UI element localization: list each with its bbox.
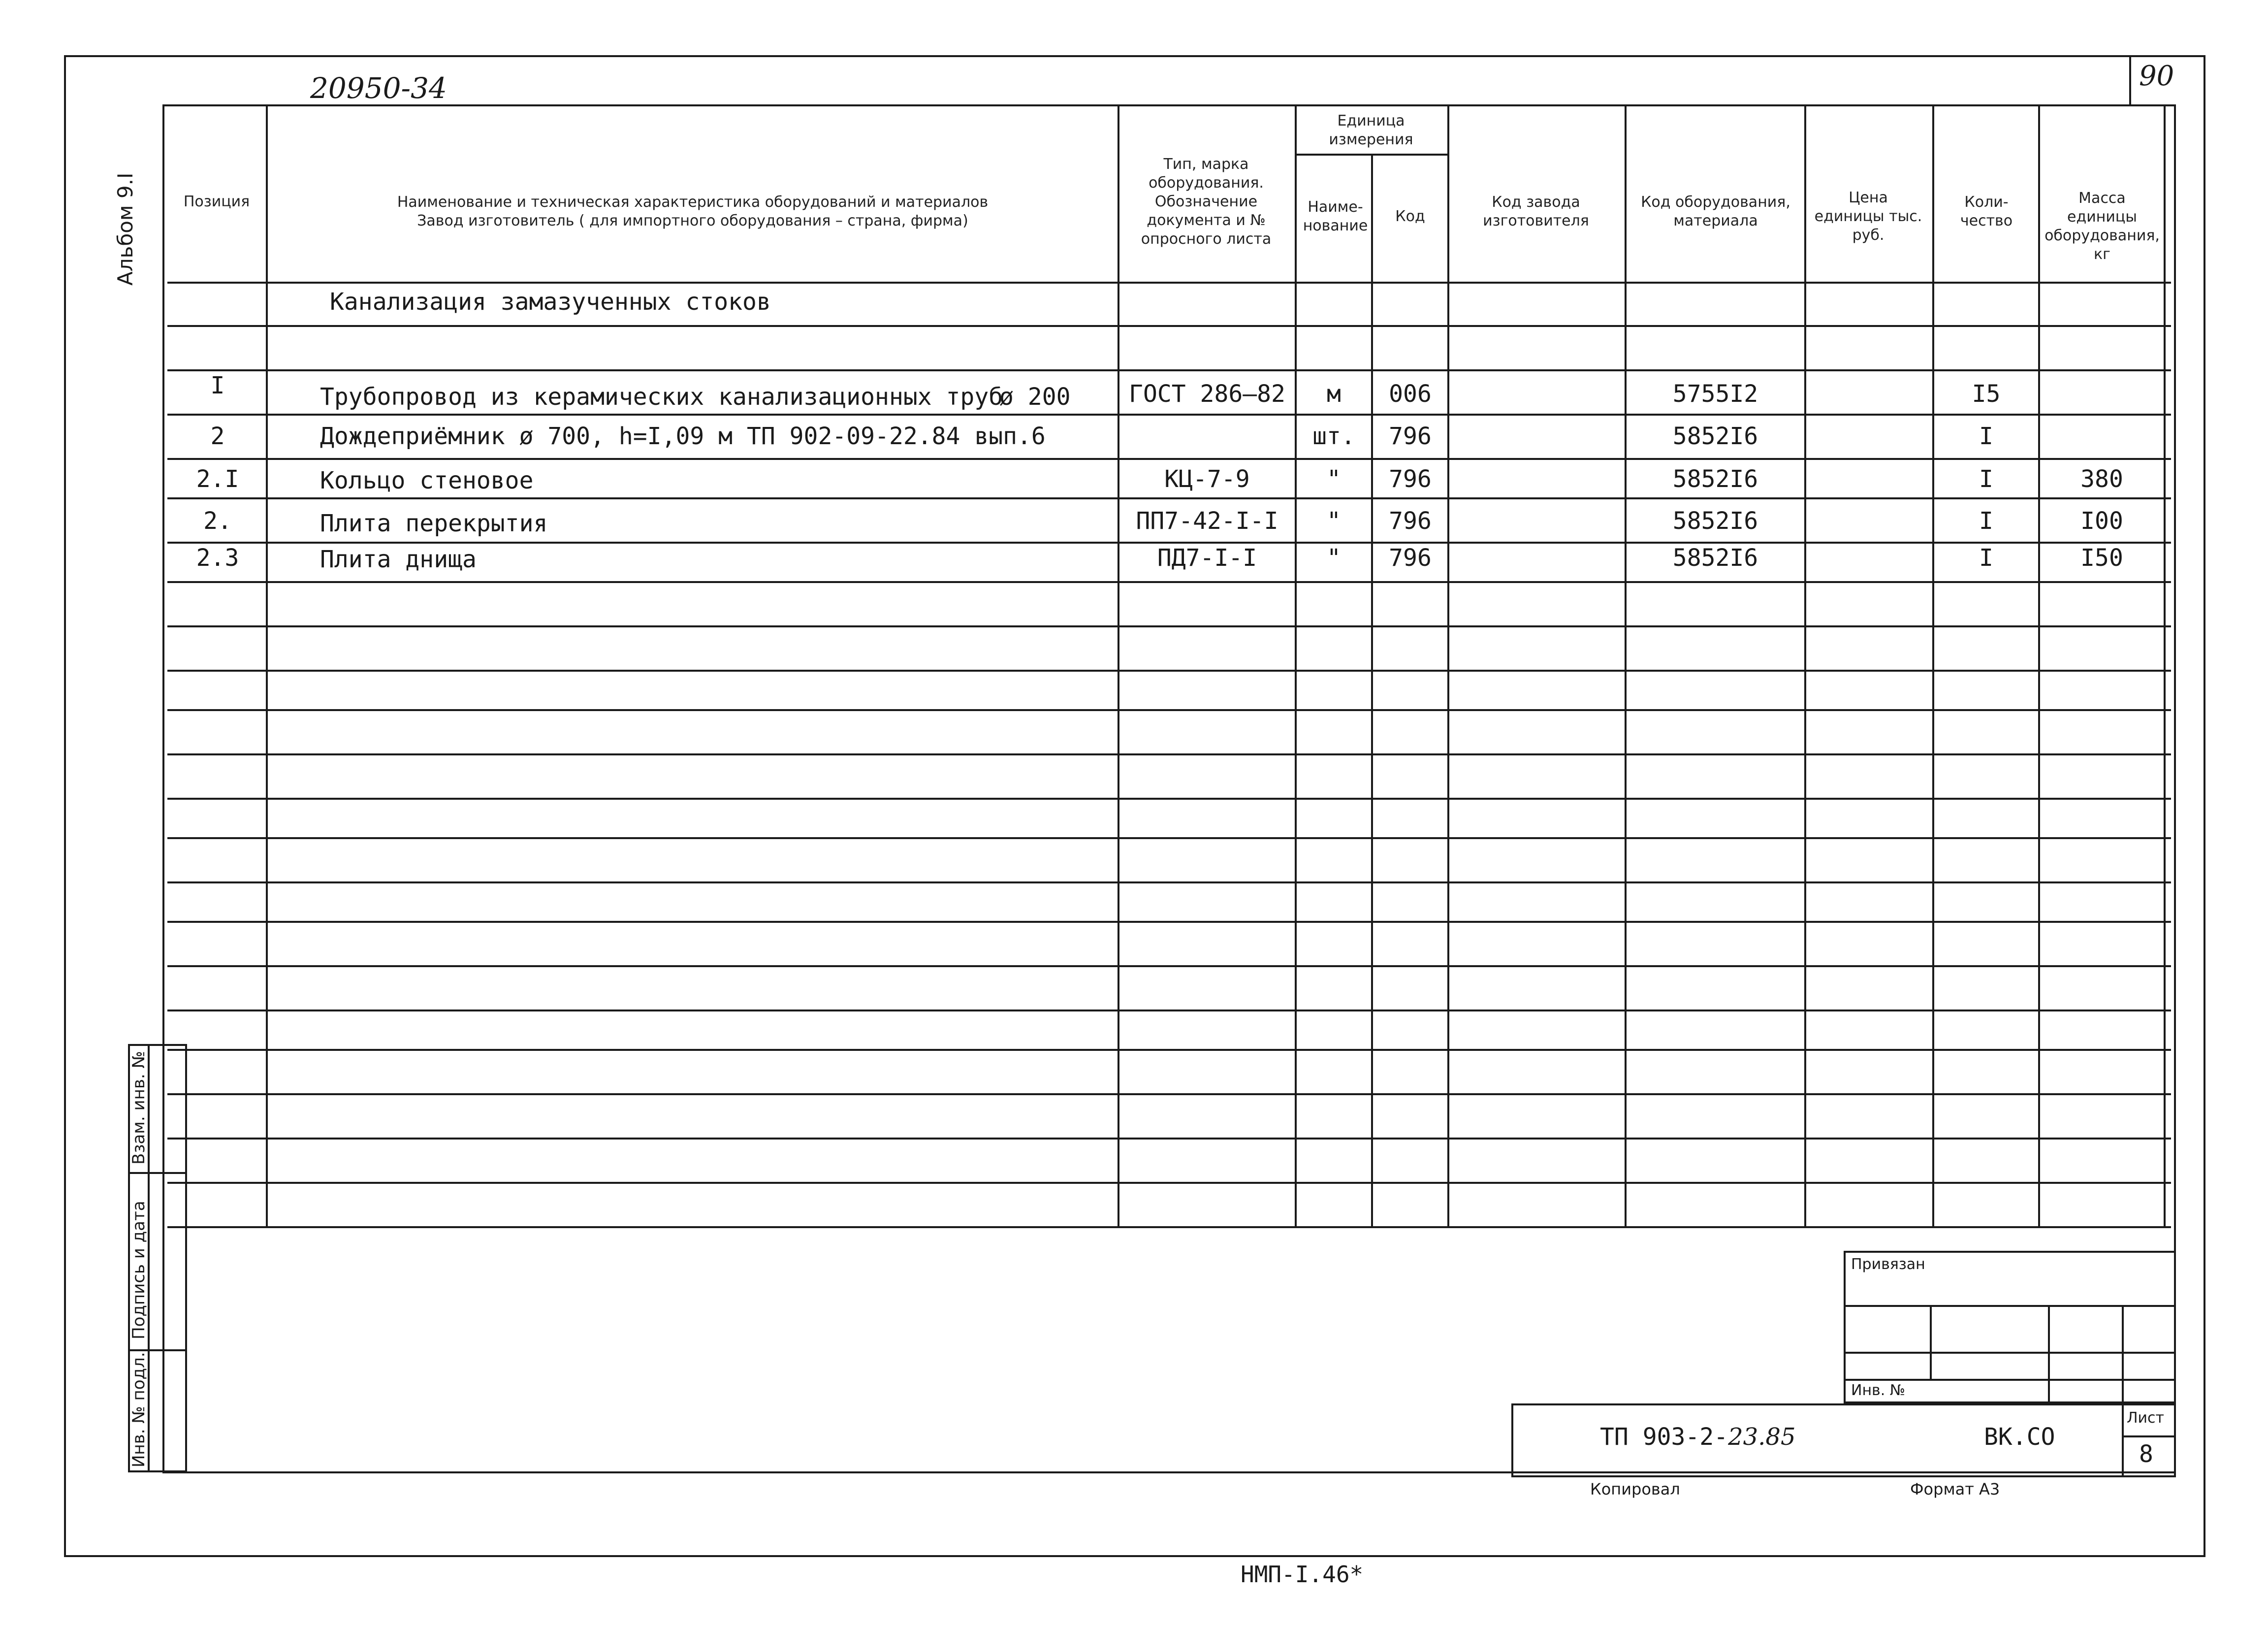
side-strip-line	[128, 1172, 187, 1174]
header-unit: Единица измерения	[1329, 112, 1413, 148]
header-mass: Масса единицы оборудования, кг	[2044, 190, 2160, 263]
row-3-type: КЦ-7-9	[1164, 465, 1250, 493]
row-line	[167, 542, 2171, 544]
row-line	[167, 709, 2171, 711]
row-5-qty: I	[1979, 544, 1993, 572]
stamp-sheet-number: 8	[2139, 1440, 2153, 1468]
stamp-sheet-label: Лист	[2127, 1409, 2165, 1427]
row-line	[167, 458, 2171, 460]
row-2-code: 796	[1389, 423, 1432, 450]
row-line	[167, 837, 2171, 839]
row-line	[167, 625, 2171, 627]
row-line	[167, 581, 2171, 583]
row-4-unit: "	[1327, 507, 1341, 535]
row-4-pos: 2.	[203, 507, 232, 535]
row-line	[167, 1182, 2171, 1184]
row-line	[167, 753, 2171, 755]
header-plant-code: Код завода изготовителя	[1483, 194, 1589, 229]
header-price: Цена единицы тыс. руб.	[1814, 189, 1922, 244]
row-2-equip: 5852I6	[1672, 423, 1758, 450]
stamp-line	[2048, 1305, 2050, 1403]
col-sep	[1932, 104, 1934, 1227]
row-5-pos: 2.3	[196, 544, 239, 572]
row-line	[167, 1093, 2171, 1095]
album-label: Альбом 9.I	[113, 172, 137, 286]
row-2-unit: шт.	[1312, 423, 1355, 450]
col-sep	[2164, 104, 2166, 1227]
row-3-pos: 2.I	[196, 465, 239, 493]
copied-label: Копировал	[1590, 1480, 1680, 1498]
header-equip-code: Код оборудования, материала	[1641, 194, 1790, 229]
row-3-unit: "	[1327, 465, 1341, 493]
row-4-qty: I	[1979, 507, 1993, 535]
header-name	[268, 182, 1118, 241]
row-line	[167, 325, 2171, 327]
footer-code: НМП-I.46*	[1241, 1561, 1364, 1588]
row-5-equip: 5852I6	[1672, 544, 1758, 572]
side-label-sign: Подпись и дата	[129, 1201, 149, 1339]
row-3-code: 796	[1389, 465, 1432, 493]
col-sep	[1118, 104, 1119, 1227]
row-1-diameter: ø 200	[999, 383, 1071, 411]
row-1-equip: 5755I2	[1672, 380, 1758, 408]
row-1-type: ГОСТ 286–82	[1129, 380, 1285, 408]
header-type: Тип, марка оборудования. Обозначение документа и № опросного листа	[1141, 156, 1272, 248]
row-2-pos: 2	[210, 423, 225, 450]
row-3-name: Кольцо стеновое	[320, 467, 534, 494]
row-line	[167, 670, 2171, 672]
stamp-tied-label: Привязан	[1851, 1256, 1925, 1273]
col-sep	[266, 104, 268, 1227]
row-line	[167, 1226, 2171, 1228]
header-unit-divider	[1295, 154, 1449, 156]
stamp-sheet-divider	[2122, 1403, 2124, 1477]
stamp-doc-hand: 23.85	[1728, 1423, 1796, 1451]
side-label-inv: Инв. № подл.	[129, 1352, 149, 1467]
row-5-unit: "	[1327, 544, 1341, 572]
row-2-name: Дождеприёмник ø 700, h=I,09 м ТП 902-09-22.84 вып.6	[320, 423, 1046, 450]
header-position: Позиция	[183, 193, 250, 210]
archive-number: 20950-34	[310, 71, 447, 105]
stamp-line	[1844, 1352, 2176, 1354]
header-bottom	[167, 282, 2171, 284]
row-line	[167, 1138, 2171, 1140]
row-1-pos: I	[210, 372, 225, 399]
stamp-line	[2122, 1305, 2124, 1403]
row-2-qty: I	[1979, 423, 1993, 450]
row-line	[167, 497, 2171, 499]
header-name-text: Наименование и техническая характеристика оборудований и материалов Завод изготовитель ( для импортного оборудования – страна, фирма)	[397, 194, 989, 229]
stamp-inv-label: Инв. №	[1851, 1382, 1906, 1399]
section-title: Канализация замазученных стоков	[330, 288, 771, 316]
col-sep	[1804, 104, 1806, 1227]
row-5-type: ПД7-I-I	[1157, 544, 1257, 572]
row-line	[167, 965, 2171, 967]
stamp-line	[1930, 1305, 1932, 1379]
row-4-type: ПП7-42-I-I	[1136, 507, 1278, 535]
corner-sheet-number: 90	[2139, 60, 2174, 92]
row-line	[167, 414, 2171, 416]
header-unit-code: Код	[1395, 208, 1425, 225]
stamp-sheet-line	[2122, 1435, 2176, 1437]
row-line	[167, 881, 2171, 883]
row-4-mass: I00	[2080, 507, 2123, 535]
row-1-code: 006	[1389, 380, 1432, 408]
row-line	[167, 798, 2171, 800]
stamp-code: ВК.СО	[1984, 1423, 2055, 1451]
row-1-qty: I5	[1972, 380, 2001, 408]
col-sep	[1447, 104, 1449, 1227]
row-1-unit: м	[1327, 380, 1341, 408]
row-5-name: Плита днища	[320, 546, 477, 573]
format-label: Формат А3	[1910, 1480, 2000, 1498]
row-4-name: Плита перекрытия	[320, 510, 548, 537]
stamp-doc-prefix: ТП 903-2-	[1600, 1423, 1728, 1451]
row-line	[167, 369, 2171, 371]
stamp-line	[1844, 1305, 2176, 1307]
row-line	[167, 921, 2171, 923]
row-3-equip: 5852I6	[1672, 465, 1758, 493]
col-sep	[1295, 104, 1297, 1227]
stamp-doc	[1600, 1423, 1796, 1451]
side-strip-line	[128, 1349, 187, 1351]
header-qty: Коли- чество	[1960, 194, 2013, 229]
stamp-line	[1844, 1379, 2176, 1381]
header-unit-name: Наиме- нование	[1303, 198, 1368, 234]
row-3-qty: I	[1979, 465, 1993, 493]
row-5-mass: I50	[2080, 544, 2123, 572]
col-sep	[2038, 104, 2040, 1227]
row-line	[167, 1009, 2171, 1011]
row-4-equip: 5852I6	[1672, 507, 1758, 535]
side-label-replace: Взам. инв. №	[129, 1051, 149, 1165]
row-5-code: 796	[1389, 544, 1432, 572]
col-sep	[1625, 104, 1627, 1227]
row-4-code: 796	[1389, 507, 1432, 535]
row-1-name: Трубопровод из керамических канализационных труб	[320, 383, 1003, 411]
row-line	[167, 1049, 2171, 1051]
col-sep	[1371, 154, 1373, 1227]
row-3-mass: 380	[2080, 465, 2123, 493]
